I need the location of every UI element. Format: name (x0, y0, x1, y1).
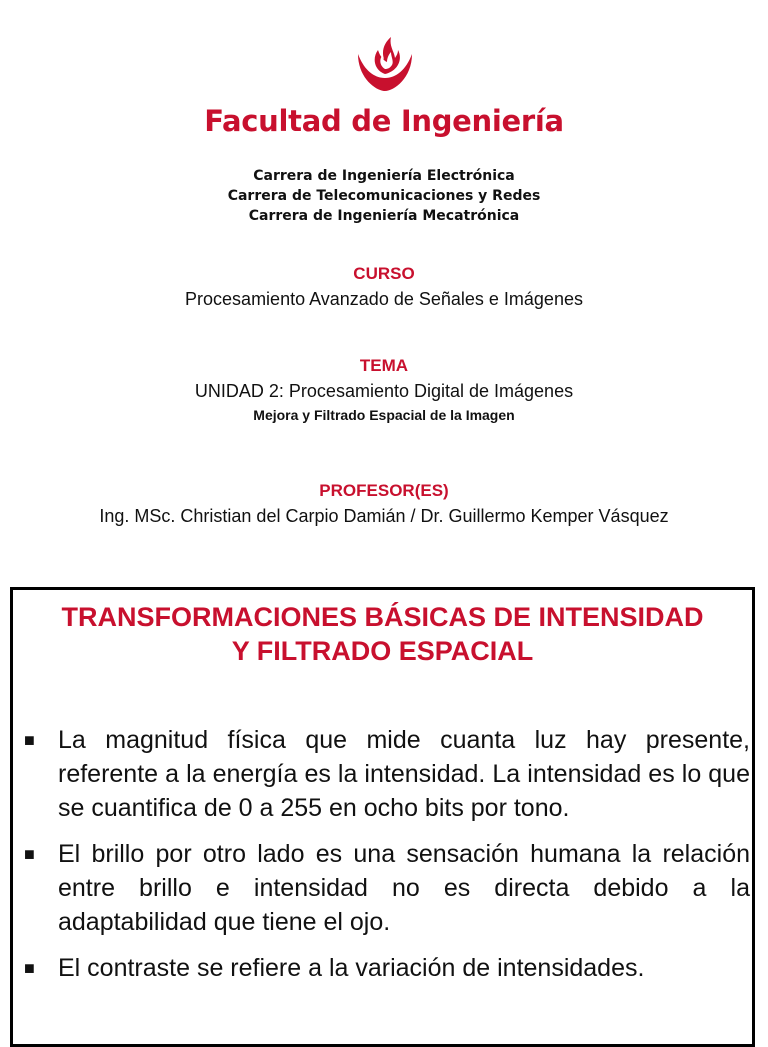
square-bullet-icon: ■ (24, 730, 35, 750)
list-item (13, 723, 752, 825)
professors-names: Ing. MSc. Christian del Carpio Damián / Dr. Guillermo Kemper Vásquez (99, 506, 669, 526)
square-bullet-icon: ■ (24, 958, 35, 978)
topic-unit: UNIDAD 2: Procesamiento Digital de Imágenes (194, 381, 574, 401)
slide-title-line: TRANSFORMACIONES BÁSICAS DE INTENSIDAD (61, 602, 704, 632)
bullet-text: La magnitud física que mide cuanta luz hay presente, referente a la energía es la intensidad. La intensidad es lo que se cuantifica de 0 a 255 en ocho bits por tono. (58, 726, 750, 822)
careers-list (0, 166, 768, 226)
slide-title (13, 590, 752, 668)
bullet-list (13, 723, 752, 997)
list-item (13, 837, 752, 939)
square-bullet-icon: ■ (24, 844, 35, 864)
course-label: CURSO (353, 264, 415, 283)
bullet-text: El contraste se refiere a la variación de intensidades. (58, 954, 645, 982)
list-item (13, 951, 752, 985)
university-logo-icon (354, 34, 416, 92)
career-item: Carrera de Telecomunicaciones y Redes (227, 188, 541, 204)
course-name: Procesamiento Avanzado de Señales e Imágenes (185, 289, 583, 309)
professors-label: PROFESOR(ES) (319, 481, 449, 500)
topic-label: TEMA (359, 356, 409, 375)
bullet-text: El brillo por otro lado es una sensación humana la relación entre brillo e intensidad no es directa debido a la adaptabilidad que tiene el ojo. (58, 840, 750, 936)
slide-title-line: Y FILTRADO ESPACIAL (231, 636, 534, 666)
slide-content-box (10, 587, 755, 1047)
topic-subtitle: Mejora y Filtrado Espacial de la Imagen (253, 407, 515, 423)
faculty-title: Facultad de Ingeniería (204, 104, 564, 138)
career-item: Carrera de Ingeniería Mecatrónica (248, 208, 520, 224)
career-item: Carrera de Ingeniería Electrónica (253, 168, 515, 184)
